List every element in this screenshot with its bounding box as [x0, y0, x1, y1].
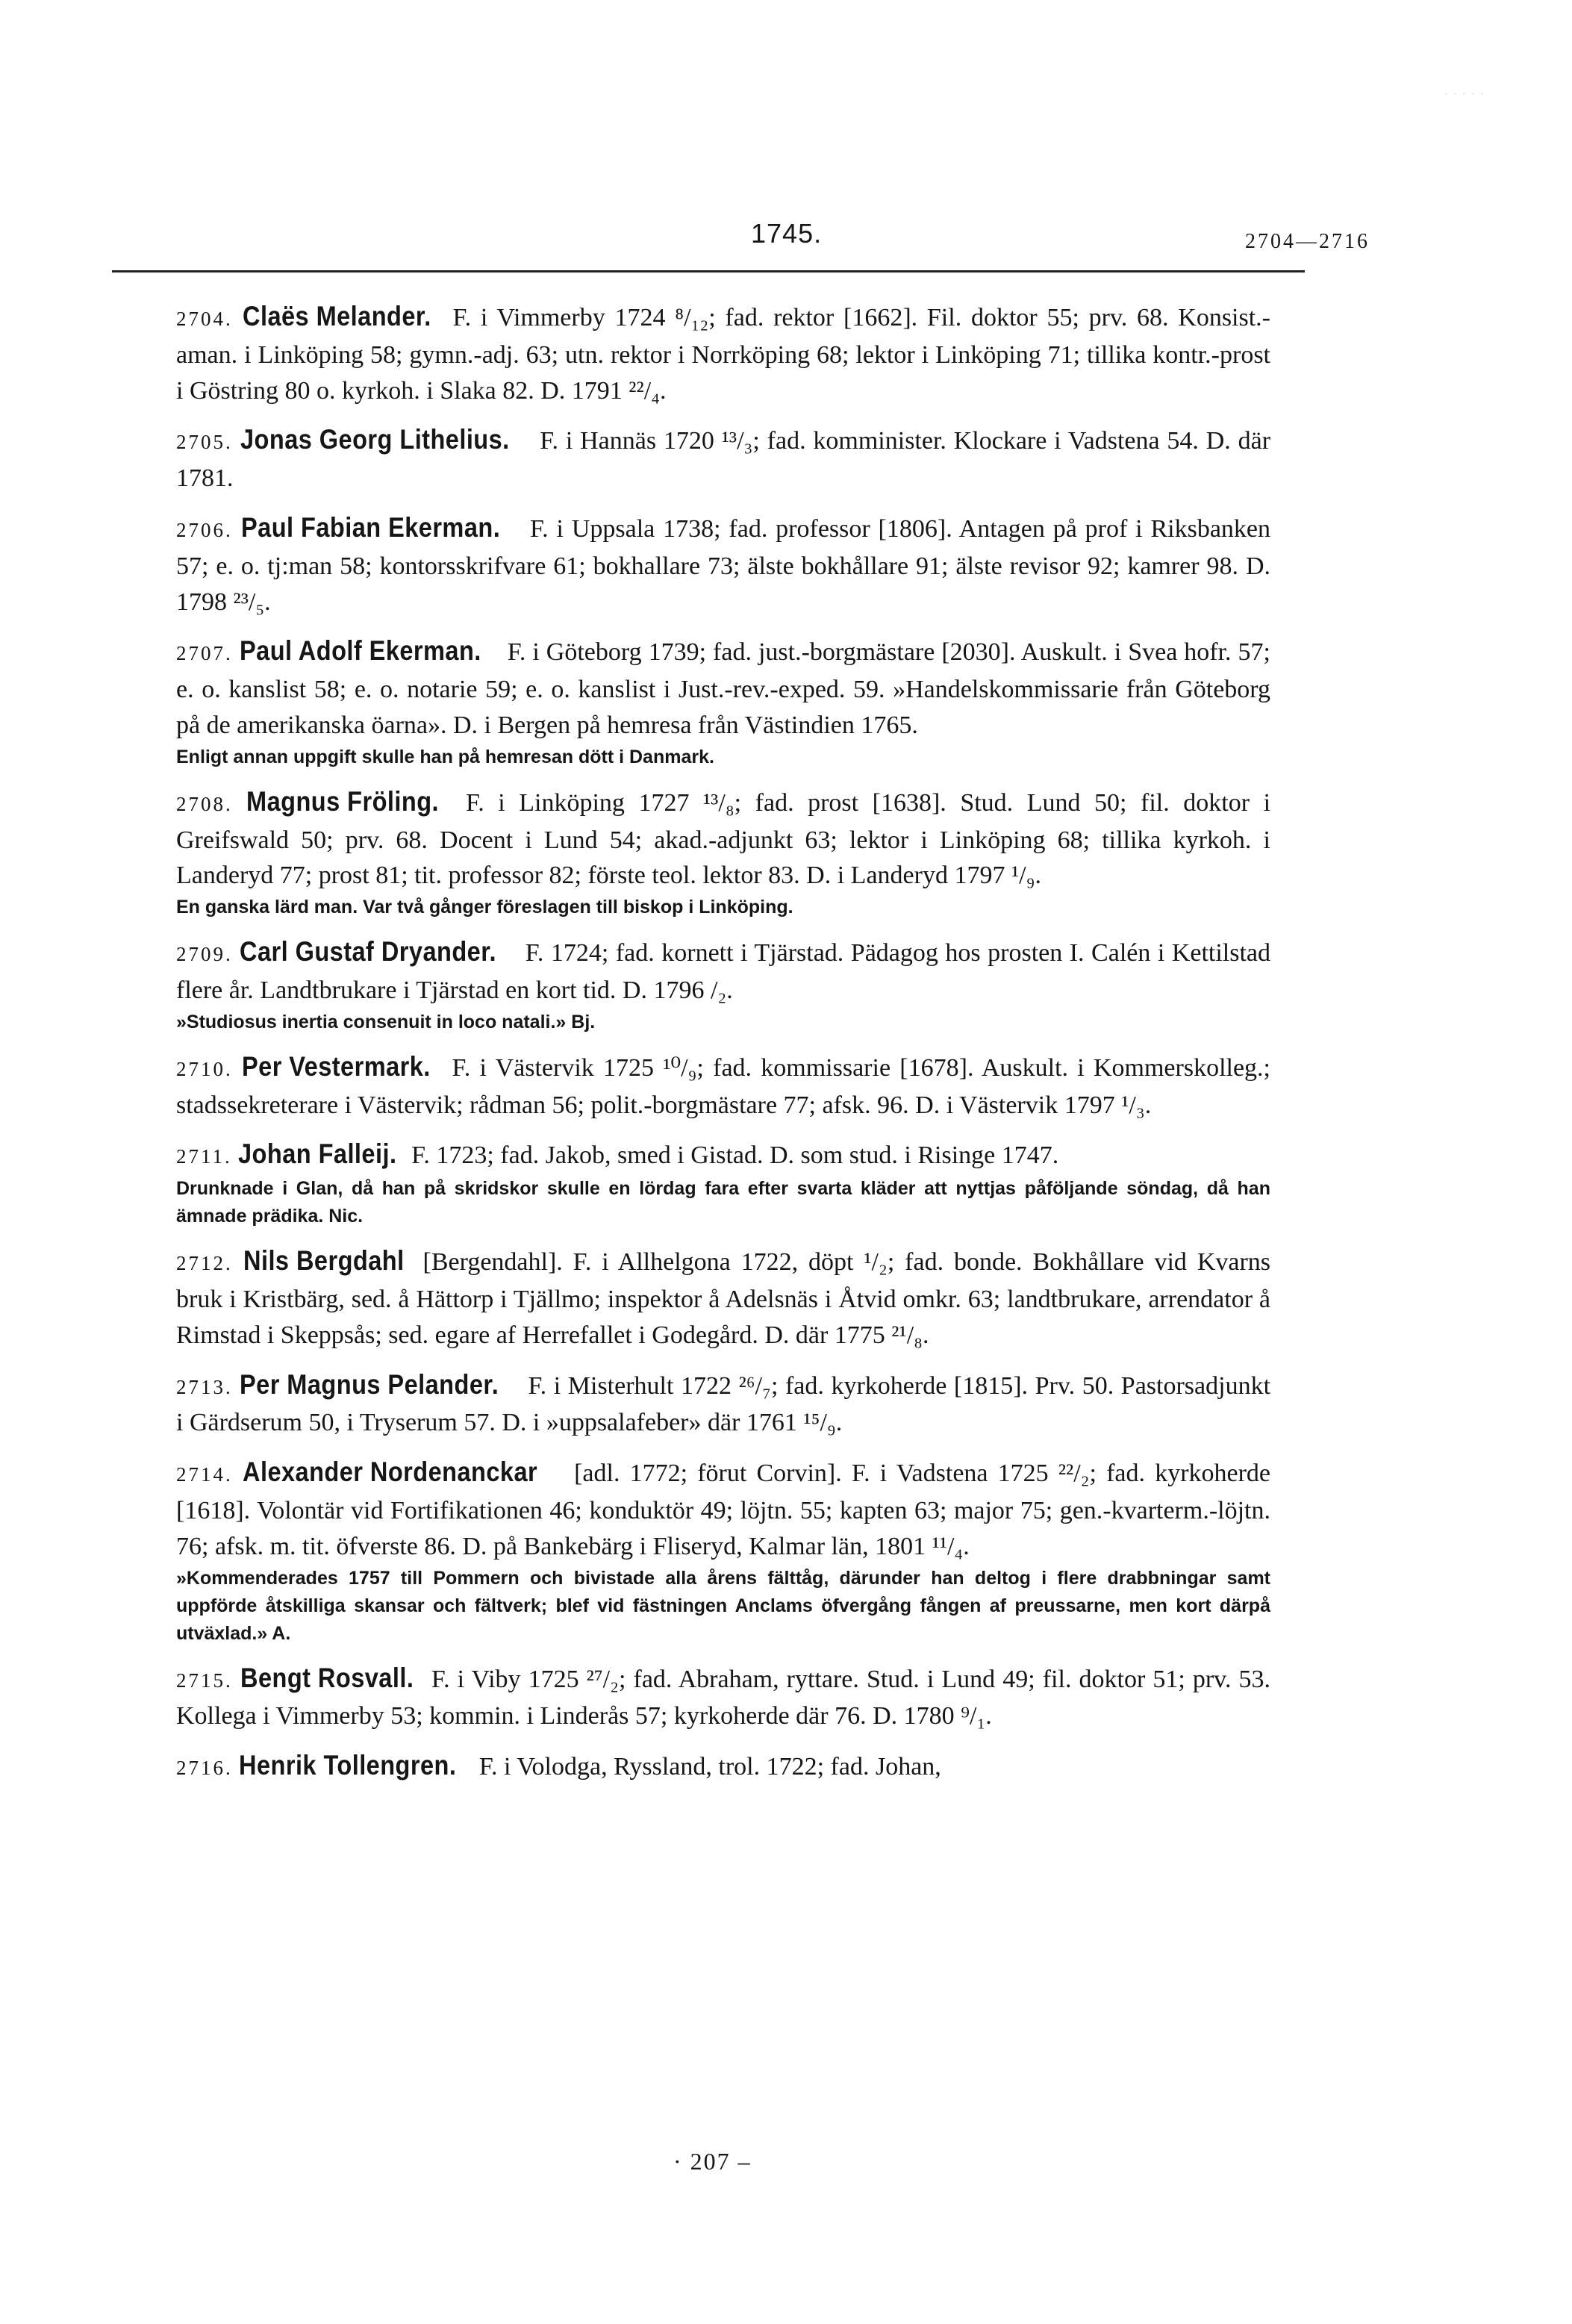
entry-name: Johan Falleij.: [238, 1138, 397, 1170]
entry-name: Carl Gustaf Dryander.: [240, 936, 497, 968]
entry-name: Nils Bergdahl: [243, 1245, 405, 1277]
entry: [176, 299, 1270, 408]
entry-name: Paul Fabian Ekerman.: [240, 511, 500, 543]
entry: [176, 422, 1270, 496]
entry-number: 2712.: [176, 1252, 233, 1275]
entry: [176, 1748, 1270, 1786]
entry-number: 2716.: [176, 1757, 233, 1780]
entry-text: F. i Hannäs 1720 ¹³/₃; fad. komminister. Klockare i Vadstena 54. D. där 1781.: [176, 427, 1271, 493]
entry-text: [adl. 1772; förut Corvin]. F. i Vadstena 1725 ²²/₂; fad. kyrkoherde [1618]. Volontär vid Fortifikationen 46; konduktör 49; löjtn. 55; kapten 63; major 75; gen.-kvarterm.-löjtn. 76; afsk. m. tit. öfverste 86. D. på Bankebärg i Fliseryd, Kalmar län, 1801 ¹¹/₄.: [176, 1459, 1271, 1560]
entry: [176, 633, 1270, 770]
entry-name: Per Vestermark.: [242, 1050, 431, 1082]
entry-number: 2710.: [176, 1057, 233, 1080]
entry-text: F. i Vimmerby 1724 ⁸/₁₂; fad. rektor [1662]. Fil. doktor 55; prv. 68. Konsist.-aman. i Linköping 58; gymn.-adj. 63; utn. rektor i Norrköping 68; lektor i Linköping 71; tillika kontr.-prost i Göstring 80 o. kyrkoh. i Slaka 82. D. 1791 ²²/₄.: [176, 304, 1270, 405]
entry-name: Per Magnus Pelander.: [240, 1368, 499, 1400]
entry-text: F. i Göteborg 1739; fad. just.-borgmästare [2030]. Auskult. i Svea hofr. 57; e. o. kanslist 58; e. o. notarie 59; e. o. kanslist i Just.-rev.-exped. 59. »Handelskommissarie från Göteborg på de amerikanska öarna». D. i Bergen på hemresa från Västindien 1765.: [176, 638, 1270, 739]
entry-range-header: 2704—2716: [1245, 230, 1370, 253]
entry: [176, 510, 1270, 620]
header-rule: [112, 270, 1305, 272]
entry-text: F. i Misterhult 1722 ²⁶/₇; fad. kyrkoherde [1815]. Prv. 50. Pastorsadjunkt i Gärdserum 50, i Tryserum 57. D. i »uppsalafeber» där 1761 ¹⁵/₉.: [176, 1371, 1271, 1437]
entry-name: Claës Melander.: [242, 301, 431, 331]
entry: [176, 1660, 1270, 1735]
entry-note: Drunknade i Glan, då han på skridskor skulle en lördag fara efter svarta kläder att nyttjas påföljande söndag, då han ämnade prädika. Nic.: [176, 1178, 1270, 1227]
entry-note: En ganska lärd man. Var två gånger föreslagen till biskop i Linköping.: [176, 897, 793, 918]
entry: [176, 1454, 1270, 1647]
entry: [176, 934, 1270, 1036]
entry: [176, 1367, 1270, 1442]
entries-column: [176, 299, 1270, 1786]
entry-number: 2715.: [176, 1669, 233, 1692]
entry-number: 2707.: [176, 642, 233, 665]
entry-number: 2706.: [176, 518, 233, 541]
entry-text: F. i Volodga, Ryssland, trol. 1722; fad. Johan,: [478, 1753, 941, 1781]
entry: [176, 784, 1270, 921]
entry: [176, 1049, 1270, 1124]
entry-text: F. i Västervik 1725 ¹⁰/₉; fad. kommissarie [1678]. Auskult. i Kommerskolleg.; stadssekreterare i Västervik; rådman 56; polit.-borgmästare 77; afsk. 96. D. i Västervik 1797 ¹/₃.: [176, 1053, 1270, 1119]
entry-name: Jonas Georg Lithelius.: [240, 424, 510, 455]
entry-text: F. 1723; fad. Jakob, smed i Gistad. D. som stud. i Risinge 1747.: [411, 1141, 1059, 1170]
entry-name: Paul Adolf Ekerman.: [239, 635, 481, 667]
entry-name: Alexander Nordenanckar: [242, 1457, 538, 1488]
entry-name: Bengt Rosvall.: [240, 1662, 414, 1693]
entry-name: Magnus Fröling.: [246, 785, 440, 817]
entry-text: F. i Linköping 1727 ¹³/₈; fad. prost [1638]. Stud. Lund 50; fil. doktor i Greifswald 50; prv. 68. Docent i Lund 54; akad.-adjunkt 63; lektor i Linköping 68; tillika kyrkoh. i Landeryd 77; prost 81; tit. professor 82; förste teol. lektor 83. D. i Landeryd 1797 ¹/₉.: [176, 788, 1271, 890]
entry-number: 2708.: [176, 792, 233, 815]
entry-number: 2705.: [176, 431, 233, 454]
entry-note: »Studiosus inertia consenuit in loco natali.» Bj.: [176, 1011, 596, 1032]
entry-number: 2713.: [176, 1375, 233, 1398]
entry-number: 2709.: [176, 943, 233, 966]
entry-number: 2704.: [176, 308, 233, 330]
page-year-header: 1745.: [751, 218, 823, 249]
entry-text: F. 1724; fad. kornett i Tjärstad. Pädagog hos prosten I. Calén i Kettilstad flere år. Landtbrukare i Tjärstad en kort tid. D. 1796 /₂.: [176, 939, 1271, 1004]
entry: [176, 1243, 1270, 1353]
entry-number: 2714.: [176, 1463, 233, 1486]
page-number: · 207 –: [673, 2148, 752, 2175]
entry-number: 2711.: [176, 1145, 232, 1168]
entry: [176, 1136, 1270, 1230]
entry-note: »Kommenderades 1757 till Pommern och bivistade alla årens fälttåg, därunder han deltog i flere drabbningar samt uppförde åtskilliga skansar och fältverk; blef vid fästningen Anclams öfvergång fången af preussarne, men kort därpå utväxlad.» A.: [176, 1567, 1270, 1644]
entry-text: [Bergendahl]. F. i Allhelgona 1722, döpt ¹/₂; fad. bonde. Bokhållare vid Kvarns bruk i Kristbärg, sed. å Hättorp i Tjällmo; inspektor å Adelsnäs i Åtvid omkr. 63; landtbrukare, arrendator å Rimstad i Skeppsås; sed. egare af Herrefallet i Godegård. D. där 1775 ²¹/₈.: [176, 1248, 1271, 1349]
corner-mark: - - - - -: [1445, 90, 1485, 98]
entry-name: Henrik Tollengren.: [239, 1750, 457, 1781]
entry-text: F. i Viby 1725 ²⁷/₂; fad. Abraham, ryttare. Stud. i Lund 49; fil. doktor 51; prv. 53. Kollega i Vimmerby 53; kommin. i Linderås 57; kyrkoherde där 76. D. 1780 ⁹/₁.: [176, 1665, 1271, 1730]
entry-text: F. i Uppsala 1738; fad. professor [1806]. Antagen på prof i Riksbanken 57; e. o. tj:man 58; kontorsskrifvare 61; bokhallare 73; älste bokhållare 91; älste revisor 92; kamrer 98. D. 1798 ²³/₅.: [176, 514, 1270, 616]
entry-note: Enligt annan uppgift skulle han på hemresan dött i Danmark.: [176, 746, 714, 767]
